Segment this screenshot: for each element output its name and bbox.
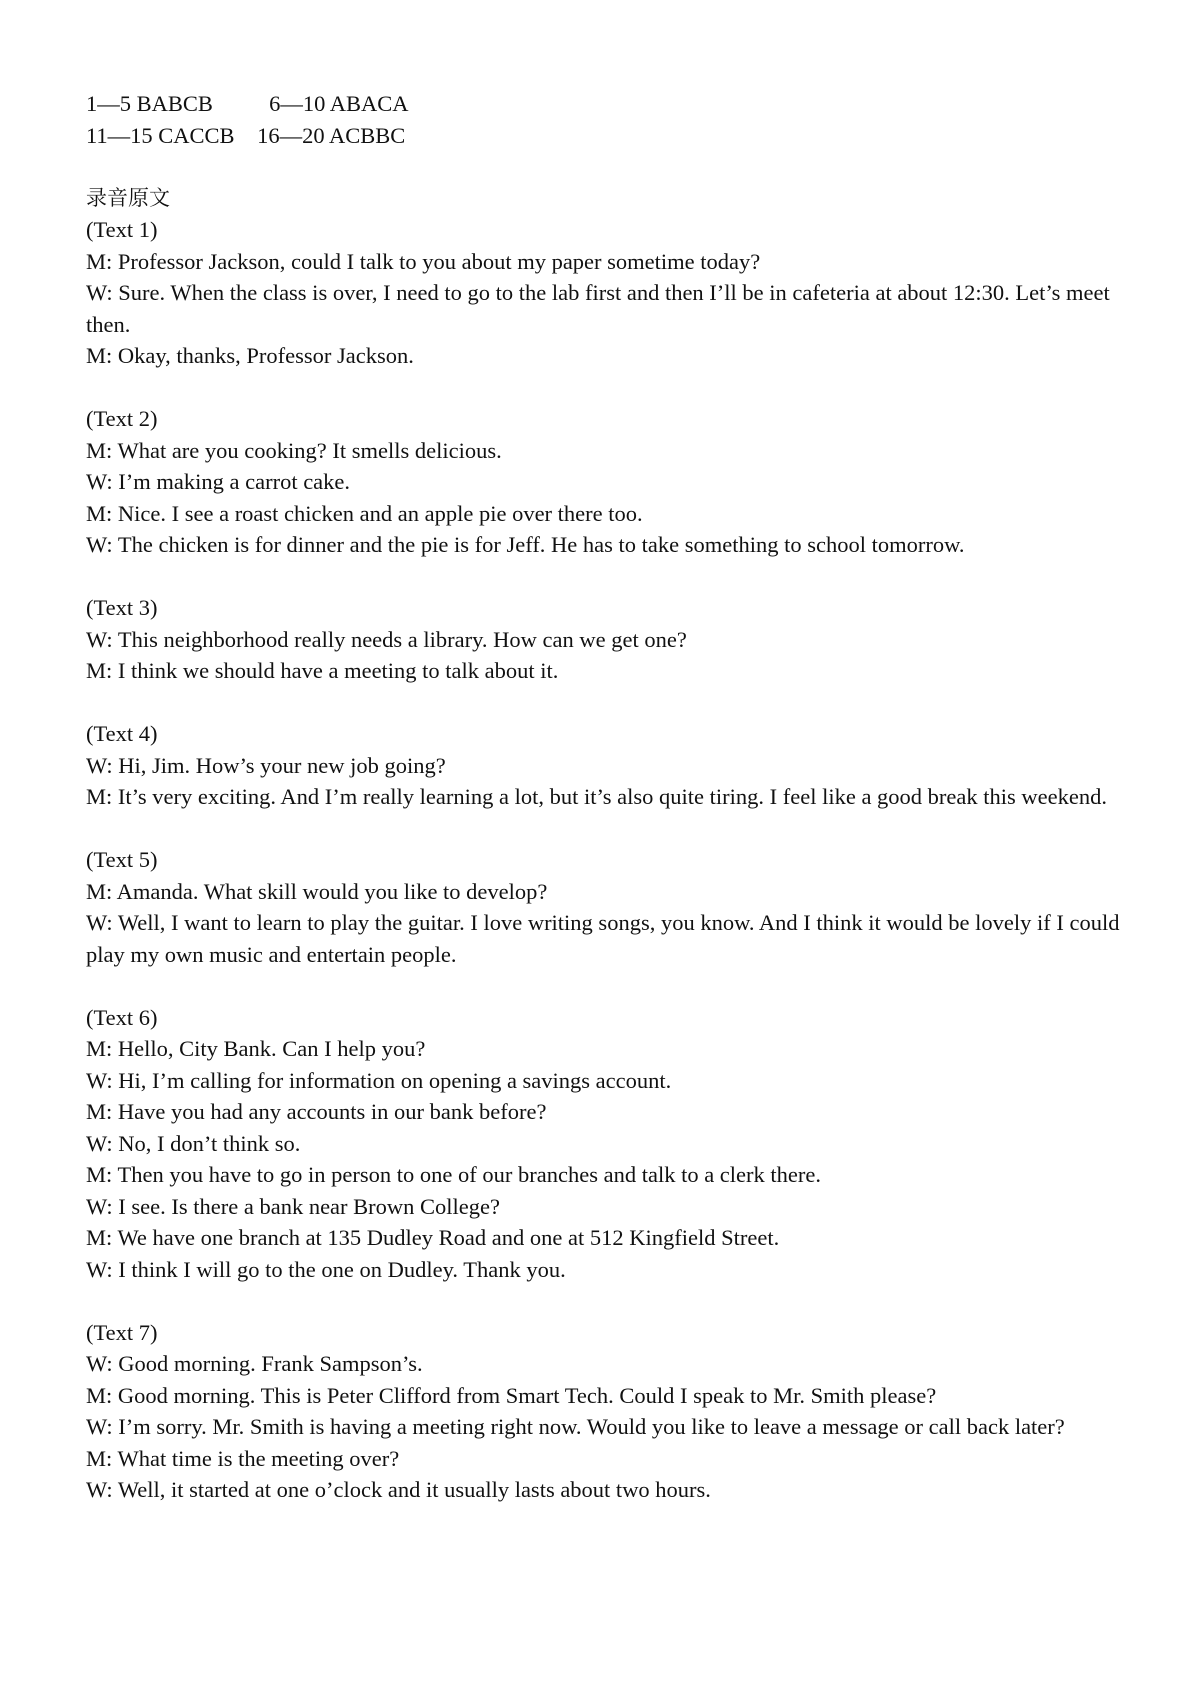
dialogue-line: M: Amanda. What skill would you like to develop? — [86, 878, 548, 904]
dialogue-line: W: This neighborhood really needs a library. How can we get one? — [86, 626, 687, 652]
dialogue-line: M: What time is the meeting over? — [86, 1445, 400, 1471]
text-label: (Text 6) — [86, 1004, 158, 1030]
text-label: (Text 1) — [86, 217, 158, 242]
text-3-block — [86, 592, 1126, 687]
text-label: (Text 4) — [86, 721, 158, 746]
text-4-block — [86, 718, 1126, 813]
text-2-block — [86, 403, 1126, 561]
dialogue-line: W: Good morning. Frank Sampson’s. — [86, 1351, 423, 1376]
dialogue-line: M: Then you have to go in person to one of our branches and talk to a clerk there. — [86, 1162, 821, 1187]
dialogue-line: W: Sure. When the class is over, I need to go to the lab first and then I’ll be in cafeteria at about 12:30. Let’s meet then. — [86, 280, 1110, 337]
dialogue-line: M: Okay, thanks, Professor Jackson. — [86, 343, 414, 368]
dialogue-line: M: We have one branch at 135 Dudley Road and one at 512 Kingfield Street. — [86, 1225, 780, 1250]
dialogue-line: W: Well, I want to learn to play the guitar. I love writing songs, you know. And I think it would be lovely if I could play my own music and entertain people. — [86, 910, 1120, 967]
answer-key-line-2: 11—15 CACCB 16—20 ACBBC — [86, 122, 406, 148]
text-label: (Text 7) — [86, 1319, 158, 1345]
dialogue-line: W: I think I will go to the one on Dudley. Thank you. — [86, 1256, 566, 1282]
dialogue-line: M: Have you had any accounts in our bank before? — [86, 1099, 547, 1124]
answer-key — [86, 88, 1126, 151]
dialogue-line: M: I think we should have a meeting to talk about it. — [86, 658, 559, 683]
dialogue-line: M: What are you cooking? It smells delicious. — [86, 437, 502, 463]
dialogue-line: W: The chicken is for dinner and the pie is for Jeff. He has to take something to school tomorrow. — [86, 532, 965, 557]
section-title: 录音原文 — [86, 185, 170, 210]
text-1-block — [86, 214, 1126, 372]
dialogue-line: M: Professor Jackson, could I talk to you about my paper sometime today? — [86, 248, 761, 274]
text-5-block — [86, 844, 1126, 970]
text-7-block — [86, 1317, 1126, 1506]
dialogue-line: M: Hello, City Bank. Can I help you? — [86, 1036, 426, 1061]
text-6-block — [86, 1002, 1126, 1286]
dialogue-line: W: I’m sorry. Mr. Smith is having a meeting right now. Would you like to leave a message or call back later? — [86, 1414, 1065, 1439]
dialogue-line: W: No, I don’t think so. — [86, 1130, 301, 1156]
dialogue-line: W: I see. Is there a bank near Brown College? — [86, 1193, 500, 1219]
text-label: (Text 3) — [86, 595, 158, 620]
answer-key-line-1: 1—5 BABCB 6—10 ABACA — [86, 91, 409, 116]
dialogue-line: W: Hi, I’m calling for information on opening a savings account. — [86, 1067, 672, 1093]
spacer — [86, 151, 1126, 183]
text-label: (Text 2) — [86, 406, 158, 431]
dialogue-line: W: Well, it started at one o’clock and it usually lasts about two hours. — [86, 1477, 711, 1502]
text-label: (Text 5) — [86, 847, 158, 872]
dialogue-line: M: It’s very exciting. And I’m really learning a lot, but it’s also quite tiring. I feel like a good break this weekend. — [86, 784, 1107, 809]
dialogue-line: M: Nice. I see a roast chicken and an apple pie over there too. — [86, 500, 643, 526]
dialogue-line: W: Hi, Jim. How’s your new job going? — [86, 752, 446, 778]
dialogue-line: W: I’m making a carrot cake. — [86, 469, 351, 494]
document-page — [86, 88, 1126, 1506]
dialogue-line: M: Good morning. This is Peter Clifford from Smart Tech. Could I speak to Mr. Smith please? — [86, 1382, 937, 1408]
